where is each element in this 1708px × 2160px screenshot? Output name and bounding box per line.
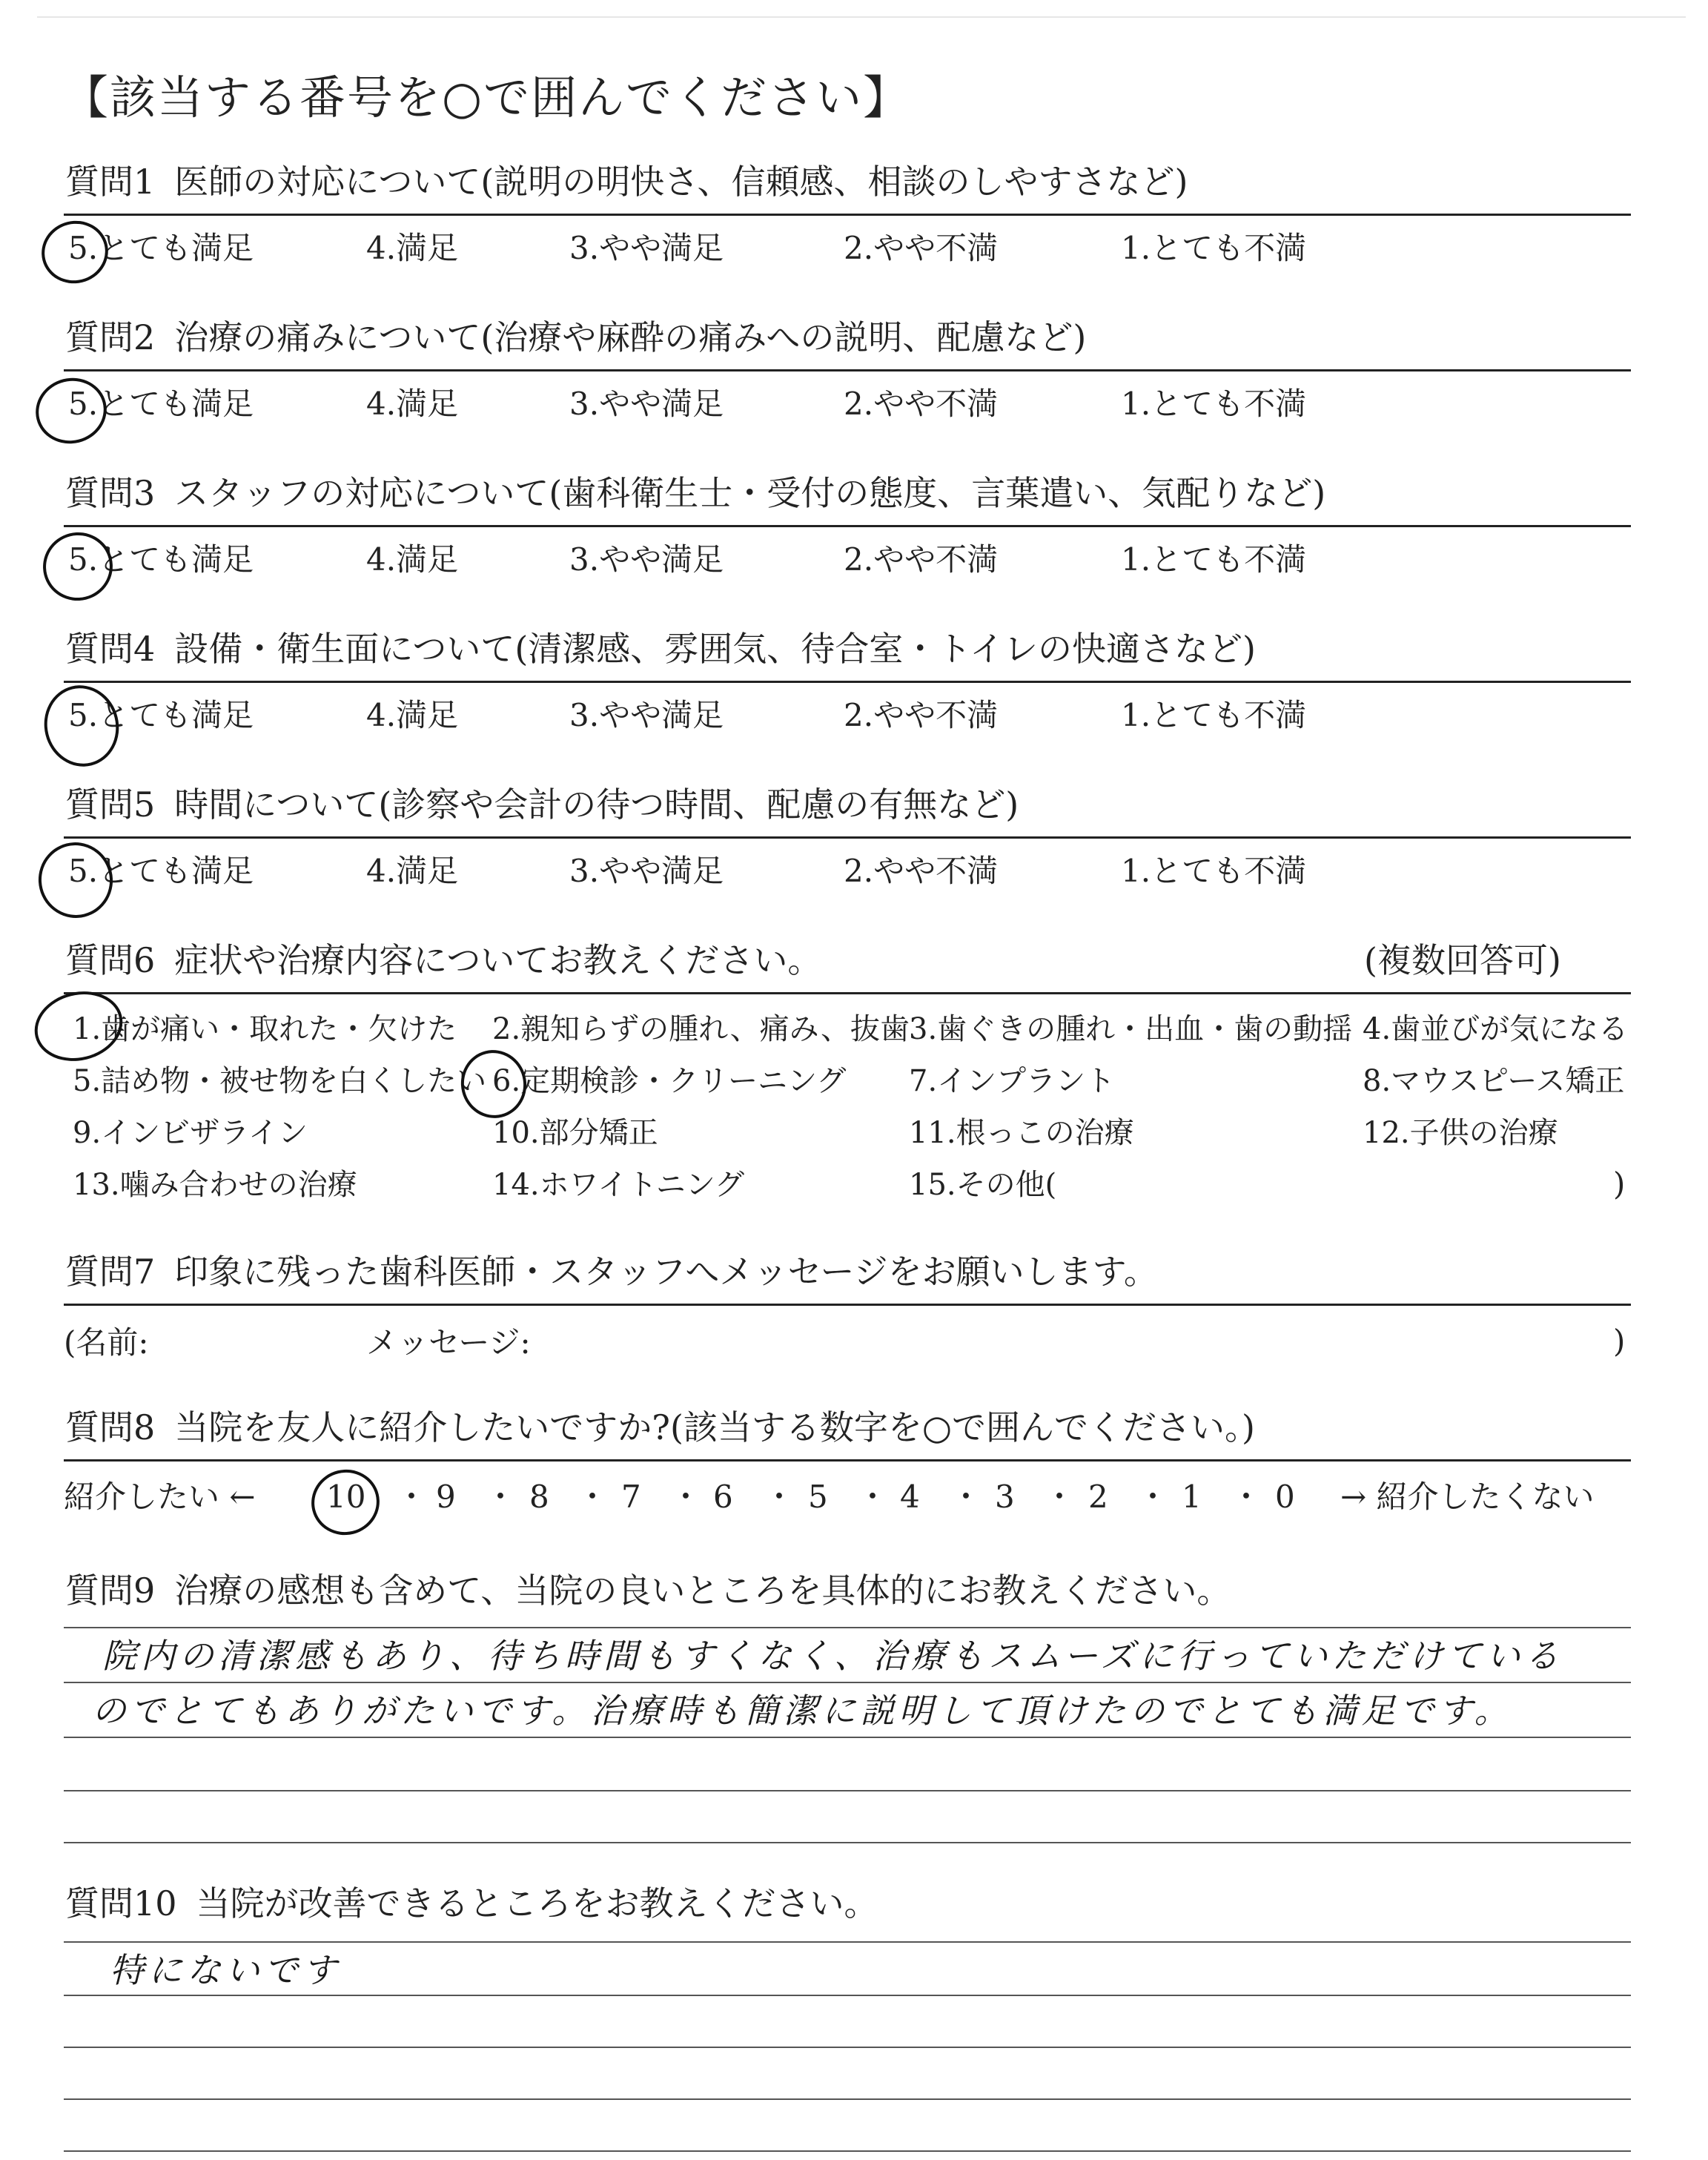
symptom-option-10[interactable]: 10.部分矯正: [492, 1116, 658, 1150]
answer-text: のでとてもありがたいです。治療時も簡潔に説明して頂けたのでとても満足です。: [92, 1691, 1513, 1731]
scale-10[interactable]: 10: [326, 1479, 366, 1515]
symptom-option-2[interactable]: 2.親知らずの腫れ、痛み、抜歯: [492, 1012, 910, 1046]
page-heading: 【該当する番号を○で囲んでください】: [62, 70, 911, 125]
question-rule: [64, 1459, 1631, 1462]
question-rule: [64, 214, 1631, 216]
question-number: 質問5: [65, 785, 156, 825]
option-5[interactable]: 5.とても満足: [68, 230, 254, 266]
option-3[interactable]: 3.やや満足: [569, 230, 724, 266]
option-4[interactable]: 4.満足: [366, 853, 459, 889]
question-text: 時間について(診察や会計の待つ時間、配慮の有無など): [174, 785, 1019, 825]
option-3[interactable]: 3.やや満足: [569, 386, 724, 422]
question-text: 当院を友人に紹介したいですか?(該当する数字を○で囲んでください。): [174, 1407, 1255, 1447]
scale-dot: ・: [396, 1479, 428, 1515]
scale-dot: ・: [577, 1479, 609, 1515]
symptom-option-1[interactable]: 1.歯が痛い・取れた・欠けた: [73, 1012, 457, 1046]
scale-0[interactable]: 0: [1275, 1479, 1295, 1515]
question-number: 質問4: [65, 629, 156, 669]
question-text: 印象に残った歯科医師・スタッフへメッセージをお願いします。: [174, 1252, 1158, 1292]
selection-circle: [30, 834, 121, 925]
scale-3[interactable]: 3: [995, 1479, 1015, 1515]
answer-line: [64, 1790, 1631, 1791]
question-text: スタッフの対応について(歯科衛生士・受付の態度、言葉遣い、気配りなど): [174, 473, 1326, 513]
scale-dot: ・: [485, 1479, 517, 1515]
option-2[interactable]: 2.やや不満: [844, 697, 999, 733]
message-close-paren: ): [1613, 1323, 1626, 1359]
recommend-right-label: → 紹介したくない: [1340, 1479, 1595, 1515]
scale-5[interactable]: 5: [808, 1479, 828, 1515]
option-5[interactable]: 5.とても満足: [68, 541, 254, 578]
question-number: 質問1: [65, 162, 156, 202]
question-text: 治療の痛みについて(治療や麻酔の痛みへの説明、配慮など): [174, 317, 1087, 357]
question-rule: [64, 1304, 1631, 1306]
option-2[interactable]: 2.やや不満: [844, 386, 999, 422]
symptom-option-5[interactable]: 5.詰め物・被せ物を白くしたい: [73, 1064, 487, 1098]
scale-dot: ・: [857, 1479, 889, 1515]
scale-9[interactable]: 9: [436, 1479, 456, 1515]
question-rule: [64, 992, 1631, 994]
message-label: メッセージ:: [366, 1324, 531, 1361]
question-rule: [64, 525, 1631, 527]
option-5[interactable]: 5.とても満足: [68, 386, 254, 422]
scale-7[interactable]: 7: [621, 1479, 641, 1515]
scale-dot: ・: [1044, 1479, 1076, 1515]
symptom-option-11[interactable]: 11.根っこの治療: [909, 1116, 1134, 1150]
symptom-option-7[interactable]: 7.インプラント: [909, 1064, 1116, 1098]
selection-circle: [454, 1043, 534, 1126]
answer-line: [64, 2047, 1631, 2048]
symptom-option-15[interactable]: 15.その他(: [909, 1168, 1057, 1202]
other-close-paren: ): [1613, 1166, 1626, 1202]
symptom-option-3[interactable]: 3.歯ぐきの腫れ・出血・歯の動揺: [909, 1012, 1353, 1046]
selection-circle: [36, 678, 128, 775]
answer-text: 特にないです: [110, 1950, 341, 1990]
symptom-option-6[interactable]: 6.定期検診・クリーニング: [492, 1064, 847, 1098]
multiple-answers-note: (複数回答可): [1364, 940, 1561, 980]
question-rule: [64, 369, 1631, 371]
answer-line: [64, 1682, 1631, 1683]
answer-line: [64, 2150, 1631, 2152]
selection-circle: [27, 982, 130, 1070]
answer-line: [64, 1627, 1631, 1628]
question-rule: [64, 836, 1631, 839]
option-2[interactable]: 2.やや不満: [844, 541, 999, 578]
answer-line: [64, 1842, 1631, 1843]
question-text: 治療の感想も含めて、当院の良いところを具体的にお教えください。: [174, 1571, 1231, 1611]
scale-dot: ・: [1137, 1479, 1169, 1515]
recommend-left-label: 紹介したい ←: [64, 1479, 256, 1515]
scale-8[interactable]: 8: [529, 1479, 549, 1515]
name-label: (名前:: [64, 1324, 149, 1361]
scale-dot: ・: [1231, 1479, 1262, 1515]
selection-circle: [305, 1462, 387, 1542]
question-number: 質問9: [65, 1571, 156, 1611]
question-number: 質問2: [65, 317, 156, 357]
question-number: 質問3: [65, 473, 156, 513]
scale-6[interactable]: 6: [713, 1479, 733, 1515]
question-number: 質問10: [65, 1883, 177, 1923]
answer-line: [64, 1941, 1631, 1943]
answer-line: [64, 2098, 1631, 2100]
question-number: 質問6: [65, 940, 156, 980]
symptom-option-13[interactable]: 13.噛み合わせの治療: [73, 1168, 357, 1202]
scale-1[interactable]: 1: [1182, 1479, 1202, 1515]
option-1[interactable]: 1.とても不満: [1121, 386, 1307, 422]
symptom-option-9[interactable]: 9.インビザライン: [73, 1116, 308, 1150]
option-2[interactable]: 2.やや不満: [844, 230, 999, 266]
scale-dot: ・: [670, 1479, 702, 1515]
option-4[interactable]: 4.満足: [366, 230, 459, 266]
option-3[interactable]: 3.やや満足: [569, 541, 724, 578]
option-2[interactable]: 2.やや不満: [844, 853, 999, 889]
selection-circle: [36, 525, 119, 608]
option-1[interactable]: 1.とても不満: [1121, 541, 1307, 578]
answer-line: [64, 1737, 1631, 1738]
answer-text: 院内の清潔感もあり、待ち時間もすくなく、治療もスムーズに行っていただけている: [102, 1636, 1563, 1676]
option-5[interactable]: 5.とても満足: [68, 697, 254, 733]
selection-circle: [35, 214, 115, 290]
option-1[interactable]: 1.とても不満: [1121, 697, 1307, 733]
question-text: 設備・衛生面について(清潔感、雰囲気、待合室・トイレの快適さなど): [174, 629, 1256, 669]
option-4[interactable]: 4.満足: [366, 697, 459, 733]
scale-4[interactable]: 4: [900, 1479, 920, 1515]
question-text: 当院が改善できるところをお教えください。: [196, 1883, 878, 1923]
scale-dot: ・: [764, 1479, 795, 1515]
question-number: 質問7: [65, 1252, 156, 1292]
option-1[interactable]: 1.とても不満: [1121, 230, 1307, 266]
top-border: [37, 16, 1686, 18]
answer-line: [64, 1995, 1631, 1996]
symptom-option-12[interactable]: 12.子供の治療: [1363, 1116, 1558, 1150]
symptom-option-14[interactable]: 14.ホワイトニング: [492, 1168, 745, 1202]
option-3[interactable]: 3.やや満足: [569, 697, 724, 733]
scale-2[interactable]: 2: [1088, 1479, 1108, 1515]
question-text: 医師の対応について(説明の明快さ、信頼感、相談のしやすさなど): [174, 162, 1188, 202]
selection-circle: [29, 371, 113, 452]
option-4[interactable]: 4.満足: [366, 386, 459, 422]
option-5[interactable]: 5.とても満足: [68, 853, 254, 889]
scale-dot: ・: [950, 1479, 982, 1515]
question-rule: [64, 681, 1631, 683]
option-1[interactable]: 1.とても不満: [1121, 853, 1307, 889]
question-text: 症状や治療内容についてお教えください。: [174, 940, 822, 980]
option-4[interactable]: 4.満足: [366, 541, 459, 578]
question-number: 質問8: [65, 1407, 156, 1447]
symptom-option-8[interactable]: 8.マウスピース矯正: [1363, 1064, 1625, 1098]
option-3[interactable]: 3.やや満足: [569, 853, 724, 889]
symptom-option-4[interactable]: 4.歯並びが気になる: [1363, 1012, 1629, 1046]
